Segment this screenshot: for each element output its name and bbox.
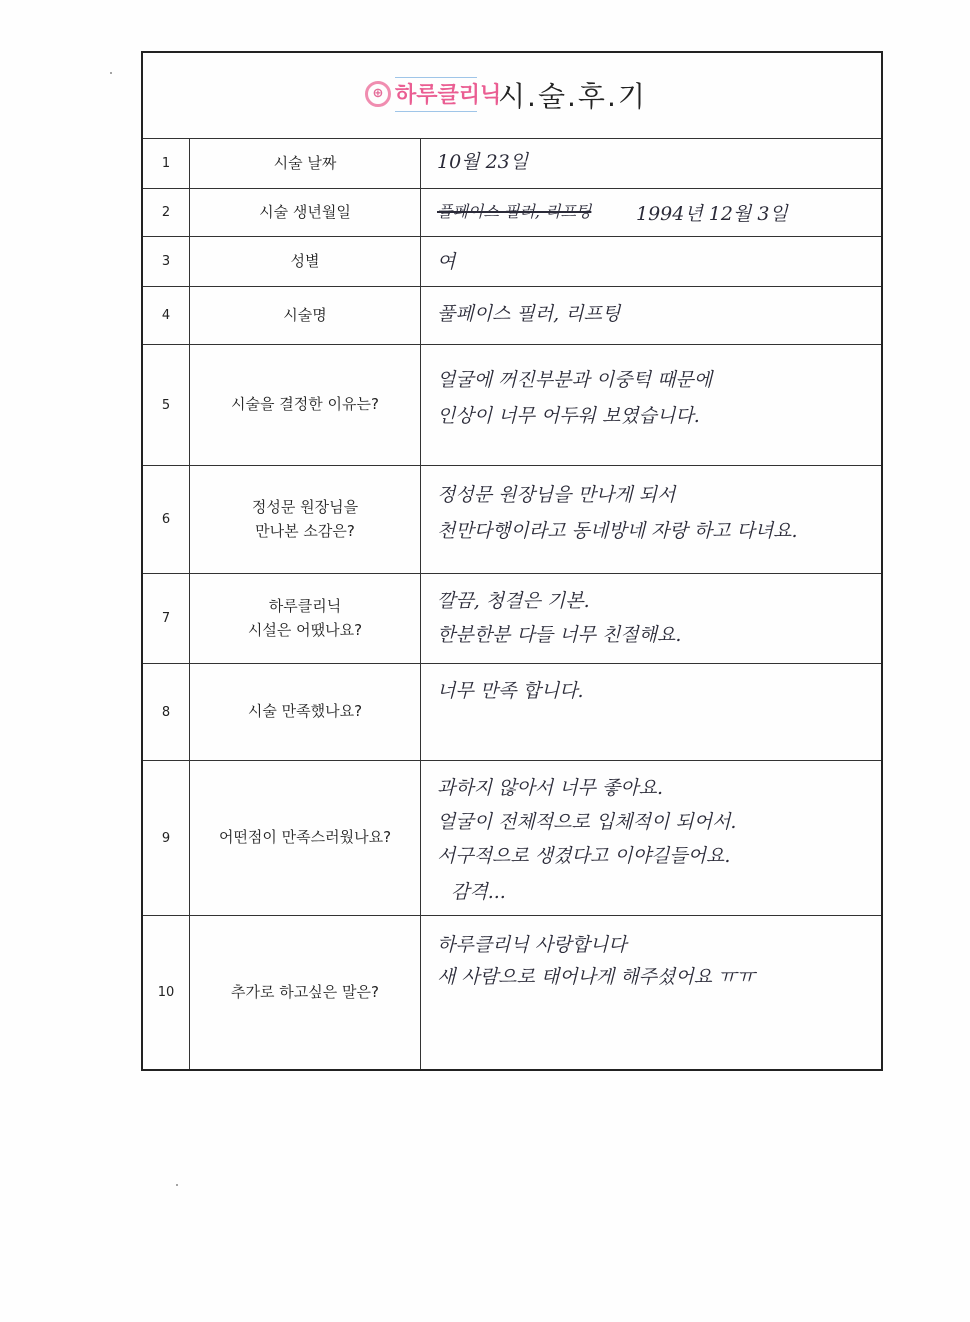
row-number: 9 <box>143 761 190 915</box>
form-row-4 <box>143 287 881 345</box>
question-label: 성별 <box>190 237 421 286</box>
handwritten-answer <box>421 189 881 236</box>
clock-logo-icon: ⊕ <box>365 81 391 107</box>
question-label: 시술 생년월일 <box>190 189 421 236</box>
answer-line: 깔끔, 청결은 기본. <box>437 590 590 612</box>
row-number: 3 <box>143 237 190 286</box>
document-title: 시.술.후.기 <box>498 80 647 113</box>
scan-speck <box>110 72 112 74</box>
row-number: 5 <box>143 345 190 465</box>
answer-line: 얼굴이 전체적으로 입체적이 되어서. <box>437 811 737 833</box>
question-label: 하루클리닉 시설은 어땠나요? <box>190 574 421 663</box>
answer-line: 새 사람으로 태어나게 해주셨어요 ㅠㅠ <box>437 966 755 988</box>
form-row-7 <box>143 574 881 664</box>
row-number: 2 <box>143 189 190 236</box>
form-row-2 <box>143 189 881 237</box>
logo-rule-bottom <box>395 111 477 112</box>
form-row-9 <box>143 761 881 916</box>
form-row-8 <box>143 664 881 761</box>
handwritten-answer <box>421 237 881 286</box>
question-label: 시술을 결정한 이유는? <box>190 345 421 465</box>
answer-line: 10월 23일 <box>437 151 529 173</box>
row-number: 8 <box>143 664 190 760</box>
question-label: 시술 만족했나요? <box>190 664 421 760</box>
answer-line: 서구적으로 생겼다고 이야길들어요. <box>437 845 731 867</box>
clinic-logo <box>365 75 502 121</box>
answer-line: 한분한분 다들 너무 친절해요. <box>437 624 682 646</box>
answer-line: 너무 만족 합니다. <box>437 680 584 702</box>
answer-line: 풀페이스 필러, 리프팅 <box>437 303 621 325</box>
row-number: 7 <box>143 574 190 663</box>
review-form-table <box>141 51 883 1071</box>
question-label: 추가로 하고싶은 말은? <box>190 916 421 1069</box>
form-header <box>143 53 881 139</box>
handwritten-answer <box>421 345 881 465</box>
scan-speck <box>176 1184 178 1186</box>
row-number: 1 <box>143 139 190 188</box>
handwritten-answer <box>421 139 881 188</box>
struck-out-answer: 풀페이스 필러, 리프팅 <box>437 202 592 221</box>
question-label: 시술명 <box>190 287 421 344</box>
row-number: 6 <box>143 466 190 573</box>
handwritten-answer <box>421 287 881 344</box>
handwritten-answer <box>421 916 881 1069</box>
handwritten-answer <box>421 466 881 573</box>
row-number: 10 <box>143 916 190 1069</box>
answer-line: 과하지 않아서 너무 좋아요. <box>437 777 664 799</box>
question-label: 어떤점이 만족스러웠나요? <box>190 761 421 915</box>
form-row-6 <box>143 466 881 574</box>
answer-line: 하루클리닉 사랑합니다 <box>437 934 627 956</box>
form-row-3 <box>143 237 881 287</box>
handwritten-answer <box>421 574 881 663</box>
handwritten-answer <box>421 664 881 760</box>
question-label: 정성문 원장님을 만나본 소감은? <box>190 466 421 573</box>
answer-line: 천만다행이라고 동네방네 자랑 하고 다녀요. <box>437 520 798 542</box>
form-row-5 <box>143 345 881 466</box>
answer-line: 1994년 12월 3일 <box>636 203 788 225</box>
question-label: 시술 날짜 <box>190 139 421 188</box>
answer-line: 정성문 원장님을 만나게 되서 <box>437 484 676 506</box>
form-row-1 <box>143 139 881 189</box>
answer-line: 인상이 너무 어두워 보였습니다. <box>437 405 700 427</box>
row-number: 4 <box>143 287 190 344</box>
form-row-10 <box>143 916 881 1069</box>
clinic-logo-text: 하루클리닉 <box>395 83 502 108</box>
answer-line: 감격... <box>451 881 506 903</box>
handwritten-answer <box>421 761 881 915</box>
answer-line: 얼굴에 꺼진부분과 이중턱 때문에 <box>437 369 713 391</box>
answer-line: 여 <box>437 251 456 273</box>
